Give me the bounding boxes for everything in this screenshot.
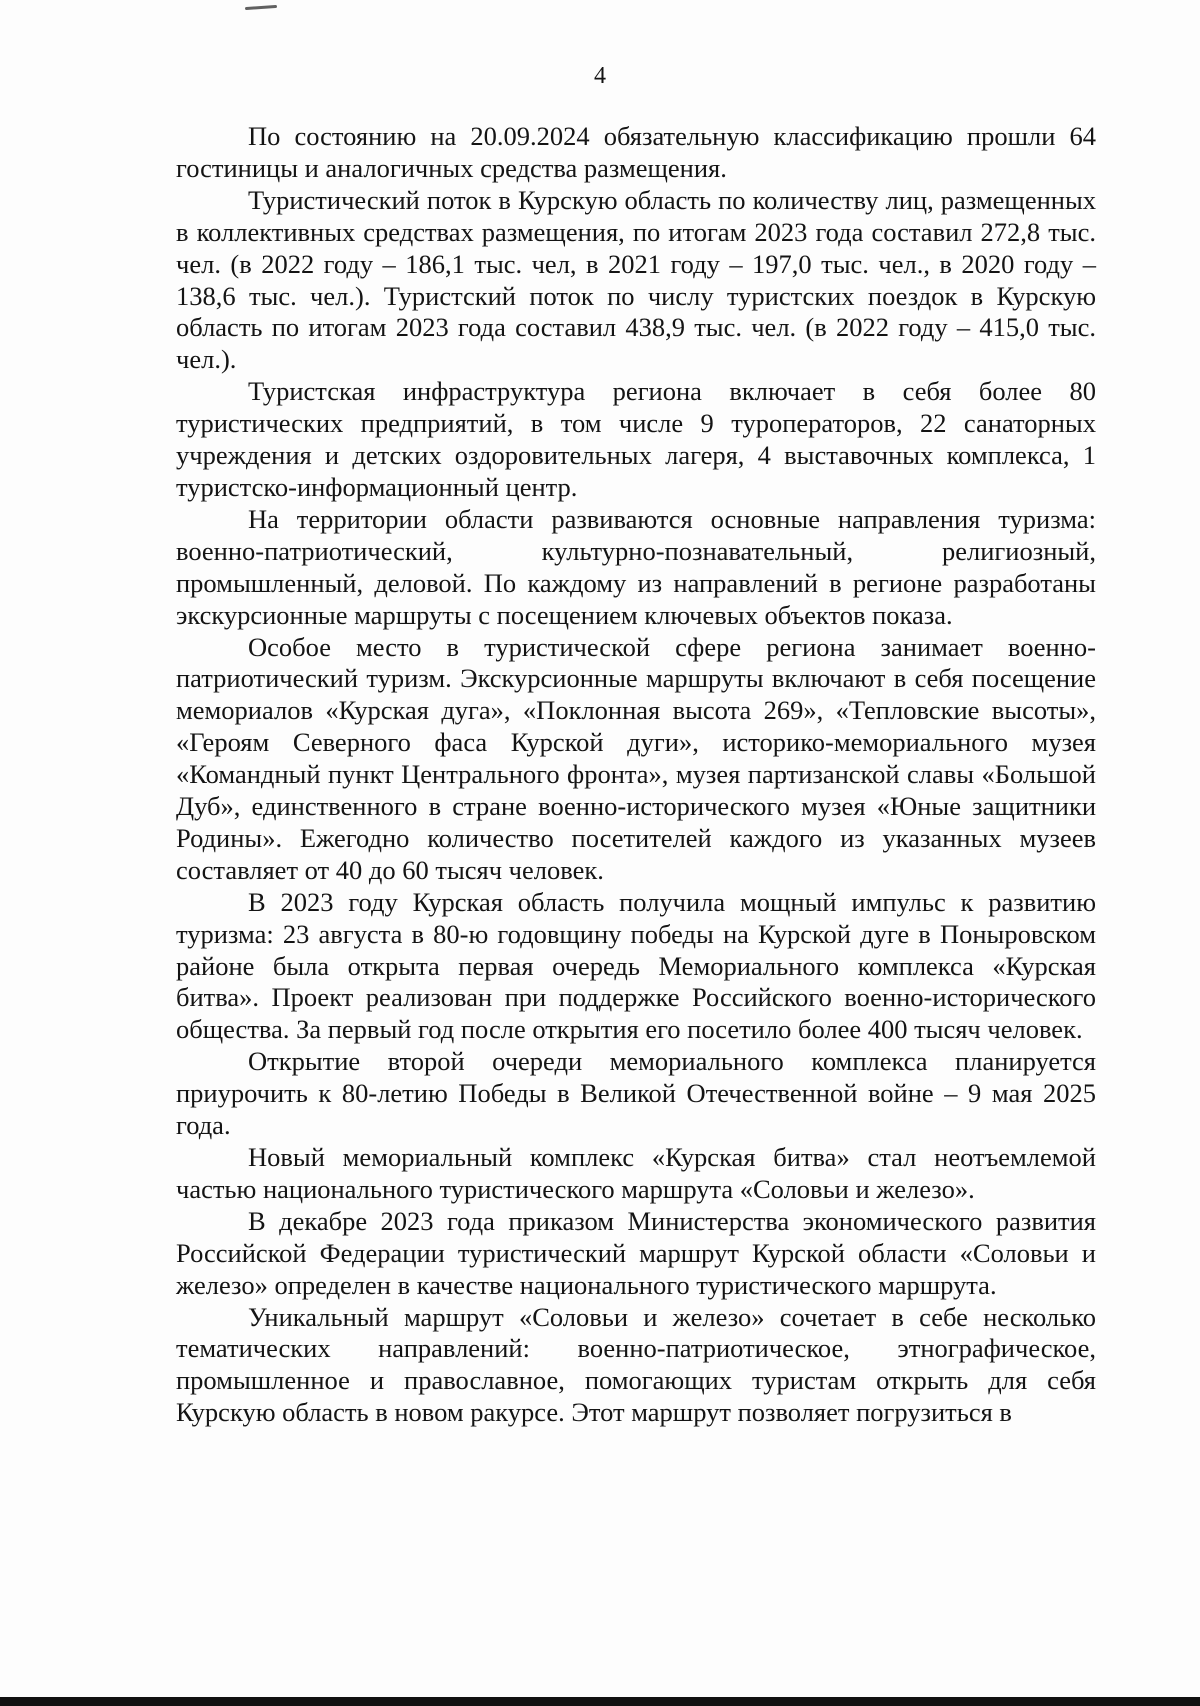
paragraph-military-tourism: Особое место в туристической сфере региона занимает военно-патриотический туризм. Экскурсионные маршруты включают в себя посещение мемориалов «Курская дуга», «Поклонная высота 269», «Тепловские высоты», «Героям Северного фаса Курской дуги», историко-мемориального музея «Командный пункт Центрального фронта», музея партизанской славы «Большой Дуб», единственного в стране военно-исторического музея «Юные защитники Родины». Ежегодно количество посетителей каждого из указанных музеев составляет от 40 до 60 тысяч человек. <box>176 631 1096 885</box>
scan-bottom-edge <box>0 1697 1200 1706</box>
paragraph-memorial-opening: В 2023 году Курская область получила мощный импульс к развитию туризма: 23 августа в 80-ю годовщину победы на Курской дуге в Поныровском районе была открыта первая очередь Мемориального комплекса «Курская битва». Проект реализован при поддержке Российского военно-исторического общества. За первый год после открытия его посетило более 400 тысяч человек. <box>176 886 1096 1045</box>
page-number: 4 <box>594 63 606 89</box>
paragraph-unique-route: Уникальный маршрут «Соловьи и железо» сочетает в себе несколько тематических направлений: военно-патриотическое, этнографическое, промышленное и православное, помогающих туристам открыть для себя Курскую область в новом ракурсе. Этот маршрут позволяет погрузиться в <box>176 1301 1096 1428</box>
scan-artifact-mark <box>245 5 277 10</box>
paragraph-infrastructure: Туристская инфраструктура региона включает в себя более 80 туристических предприятий, в том числе 9 туроператоров, 22 санаторных учреждения и детских оздоровительных лагеря, 4 выставочных комплекса, 1 туристско-информационный центр. <box>176 376 1096 502</box>
document-body <box>176 121 1096 1429</box>
paragraph-national-route-part: Новый мемориальный комплекс «Курская битва» стал неотъемлемой частью национального туристического маршрута «Соловьи и железо». <box>176 1142 1096 1204</box>
paragraph-second-stage: Открытие второй очереди мемориального комплекса планируется приурочить к 80-летию Победы в Великой Отечественной войне – 9 мая 2025 года. <box>176 1046 1096 1141</box>
paragraph-national-route-order: В декабре 2023 года приказом Министерства экономического развития Российской Федерации туристический маршрут Курской области «Соловьи и железо» определен в качестве национального туристического маршрута. <box>176 1205 1096 1300</box>
paragraph-tourism-directions: На территории области развиваются основные направления туризма: военно-патриотический, культурно-познавательный, религиозный, промышленный, деловой. По каждому из направлений в регионе разработаны экскурсионные маршруты с посещением ключевых объектов показа. <box>176 503 1096 630</box>
paragraph-classification: По состоянию на 20.09.2024 обязательную классификацию прошли 64 гостиницы и аналогичных средства размещения. <box>176 121 1096 183</box>
paragraph-tourist-flow: Туристический поток в Курскую область по количеству лиц, размещенных в коллективных средствах размещения, по итогам 2023 года составил 272,8 тыс. чел. (в 2022 году – 186,1 тыс. чел, в 2021 году – 197,0 тыс. чел., в 2020 году – 138,6 тыс. чел.). Туристский поток по числу туристских поездок в Курскую область по итогам 2023 года составил 438,9 тыс. чел. (в 2022 году – 415,0 тыс. чел.). <box>176 184 1096 375</box>
